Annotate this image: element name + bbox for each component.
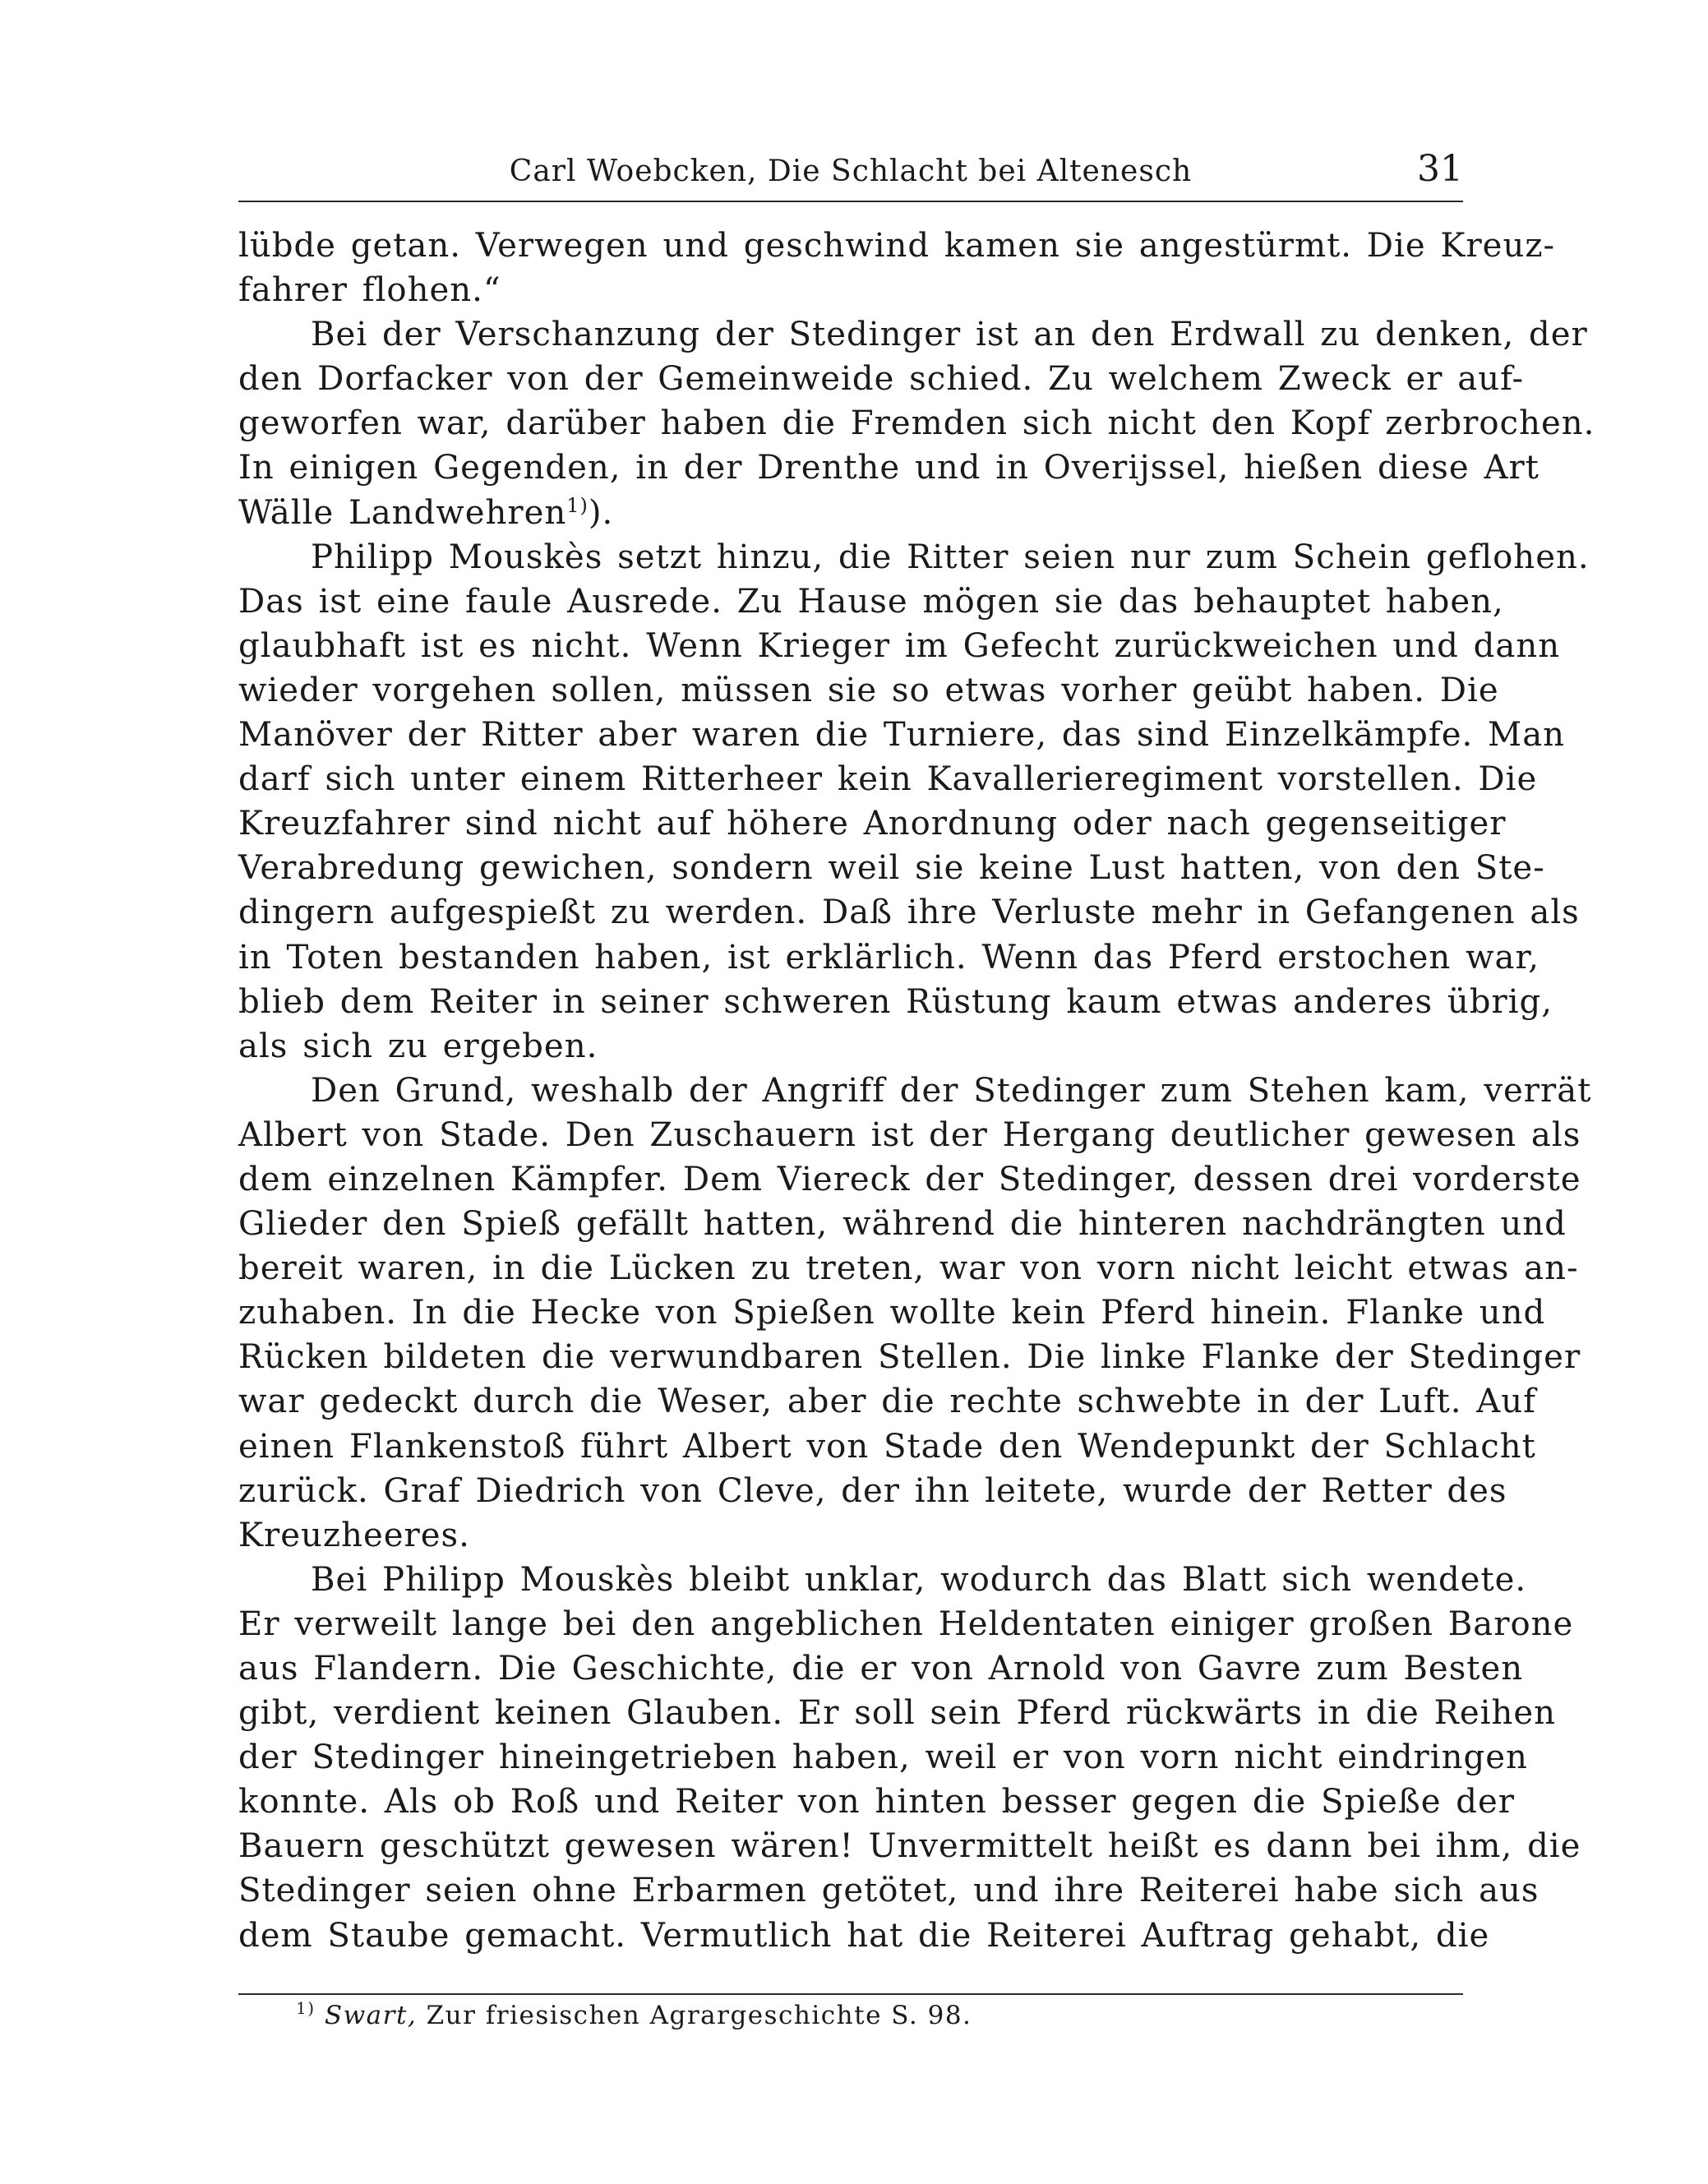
text-line: Kreuzfahrer sind nicht auf höhere Anordnung oder nach gegenseitiger	[238, 805, 1507, 843]
page-number: 31	[1417, 148, 1463, 190]
text-line: geworfen war, darüber haben die Fremden sich nicht den Kopf zerbrochen.	[238, 404, 1595, 443]
text-line: blieb dem Reiter in seiner schweren Rüstung kaum etwas anderes übrig,	[238, 982, 1553, 1021]
footnote-rule	[238, 1993, 1463, 1995]
text-line: Glieder den Spieß gefällt hatten, während die hinteren nachdrängten und	[238, 1205, 1567, 1244]
text-line: fahrer flohen.“	[238, 271, 501, 310]
text-line: Bauern geschützt gewesen wären! Unvermittelt heißt es dann bei ihm, die	[238, 1827, 1581, 1866]
running-title: Carl Woebcken, Die Schlacht bei Altenesch	[509, 155, 1193, 188]
text-line: der Stedinger hineingetrieben haben, weil er von vorn nicht eindringen	[238, 1738, 1528, 1777]
text-line: dem Staube gemacht. Vermutlich hat die Reiterei Auftrag gehabt, die	[238, 1916, 1490, 1955]
text-line: In einigen Gegenden, in der Drenthe und in Overijssel, hießen diese Art	[238, 449, 1540, 487]
text-line: Verabredung gewichen, sondern weil sie keine Lust hatten, von den Ste-	[238, 849, 1545, 888]
text-line-with-footnote-ref	[238, 491, 1463, 535]
footnote-reference-tail: ).	[588, 493, 614, 532]
footnote-author: Swart,	[324, 2001, 418, 2030]
text-line-part: Wälle Landwehren	[238, 493, 567, 532]
text-line: den Dorfacker von der Gemeinweide schied. Zu welchem Zweck er auf-	[238, 360, 1525, 399]
text-line: zuhaben. In die Hecke von Spießen wollte kein Pferd hinein. Flanke und	[238, 1294, 1546, 1332]
text-line: Den Grund, weshalb der Angriff der Stedinger zum Stehen kam, verrät	[311, 1071, 1592, 1110]
text-line: zurück. Graf Diedrich von Cleve, der ihn leitete, wurde der Retter des	[238, 1471, 1507, 1510]
text-line: bereit waren, in die Lücken zu treten, war von vorn nicht leicht etwas an-	[238, 1249, 1579, 1288]
text-line: einen Flankenstoß führt Albert von Stade den Wendepunkt der Schlacht	[238, 1427, 1536, 1466]
text-line: Albert von Stade. Den Zuschauern ist der Hergang deutlicher gewesen als	[238, 1115, 1581, 1154]
footnote	[296, 1998, 972, 2030]
text-line: Bei Philipp Mouskès bleibt unklar, wodurch das Blatt sich wendete.	[311, 1560, 1527, 1599]
body-text	[238, 224, 1595, 1958]
text-line: glaubhaft ist es nicht. Wenn Krieger im Gefecht zurückweichen und dann	[238, 626, 1561, 665]
text-line: Das ist eine faule Ausrede. Zu Hause mögen sie das behauptet haben,	[238, 582, 1504, 621]
text-line: wieder vorgehen sollen, müssen sie so etwas vorher geübt haben. Die	[238, 671, 1499, 709]
text-line: war gedeckt durch die Weser, aber die rechte schwebte in der Luft. Auf	[238, 1383, 1537, 1421]
footnote-number: 1)	[296, 1998, 316, 2018]
text-line: Kreuzheeres.	[238, 1516, 470, 1554]
text-line: Bei der Verschanzung der Stedinger ist an den Erdwall zu denken, der	[311, 316, 1588, 354]
text-line: Rücken bildeten die verwundbaren Stellen. Die linke Flanke der Stedinger	[238, 1338, 1581, 1377]
text-line: darf sich unter einem Ritterheer kein Kavallerieregiment vorstellen. Die	[238, 760, 1538, 799]
text-line: Er verweilt lange bei den angeblichen Heldentaten einiger großen Barone	[238, 1605, 1574, 1643]
text-line: Philipp Mouskès setzt hinzu, die Ritter seien nur zum Schein geflohen.	[311, 538, 1590, 576]
text-line: lübde getan. Verwegen und geschwind kamen sie angestürmt. Die Kreuz-	[238, 227, 1556, 265]
header-rule	[238, 201, 1463, 202]
text-line: dingern aufgespießt zu werden. Daß ihre Verluste mehr in Gefangenen als	[238, 893, 1580, 932]
text-line: in Toten bestanden haben, ist erklärlich. Wenn das Pferd erstochen war,	[238, 938, 1540, 977]
text-line: konnte. Als ob Roß und Reiter von hinten besser gegen die Spieße der	[238, 1783, 1516, 1822]
footnote-text: Zur friesischen Agrargeschichte S. 98.	[417, 2001, 972, 2030]
text-line: aus Flandern. Die Geschichte, die er von Arnold von Gavre zum Besten	[238, 1650, 1524, 1688]
running-head	[238, 148, 1463, 197]
footnote-reference: 1)	[566, 493, 589, 517]
text-line: Manöver der Ritter aber waren die Turniere, das sind Einzelkämpfe. Man	[238, 716, 1566, 755]
text-line: gibt, verdient keinen Glauben. Er soll sein Pferd rückwärts in die Reihen	[238, 1694, 1557, 1733]
text-line: Stedinger seien ohne Erbarmen getötet, und ihre Reiterei habe sich aus	[238, 1872, 1540, 1910]
text-line: dem einzelnen Kämpfer. Dem Viereck der Stedinger, dessen drei vorderste	[238, 1160, 1581, 1198]
text-line: als sich zu ergeben.	[238, 1027, 598, 1065]
